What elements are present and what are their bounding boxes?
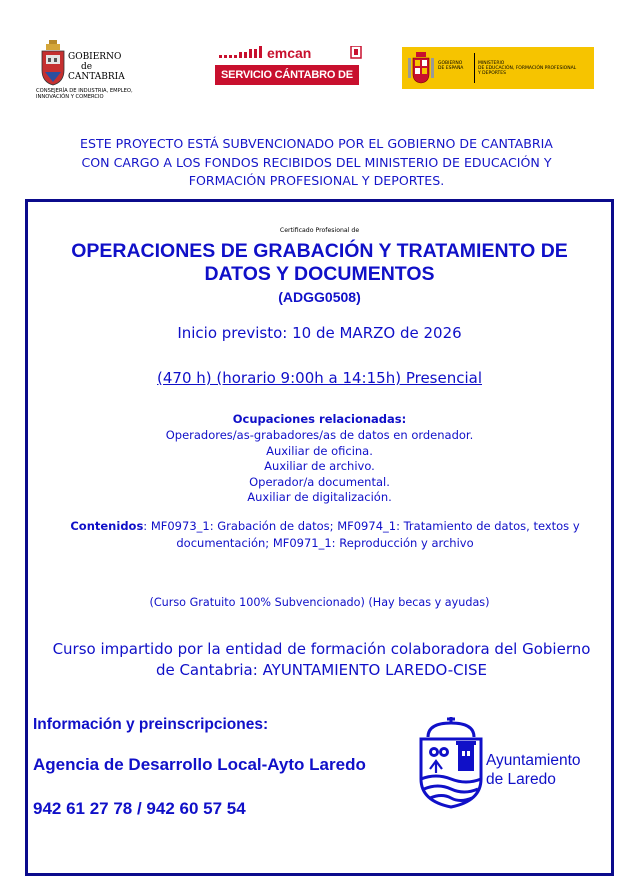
- list-item: Operador/a documental.: [249, 474, 390, 489]
- course-contents: [70, 518, 580, 552]
- provider-notice: [32, 639, 611, 681]
- cantabria-dept-line: INNOVACIÓN Y COMERCIO: [36, 94, 104, 100]
- funding-notice: [0, 135, 633, 191]
- funding-notice-line: CON CARGO A LOS FONDOS RECIBIDOS DEL MINISTERIO DE EDUCACIÓN Y: [81, 154, 552, 170]
- contents-text: : MF0973_1: Grabación de datos; MF0974_1: Tratamiento de datos, textos y documentación; MF0971_1: Reproducción y archivo: [143, 519, 580, 550]
- certificate-label: Certificado Profesional de: [279, 227, 360, 234]
- ministry-line: DE EDUCACIÓN, FORMACIÓN PROFESIONAL: [478, 66, 577, 71]
- spain-gov-line: GOBIERNO: [438, 61, 463, 66]
- emcan-subtitle: SERVICIO CÁNTABRO DE EMPLEO: [215, 65, 359, 85]
- course-title-line: DATOS Y DOCUMENTOS: [204, 263, 435, 285]
- header-logos: [0, 40, 633, 102]
- cantabria-name-line: CANTABRIA: [68, 72, 125, 82]
- emcan-wordmark-graphic: [215, 46, 363, 60]
- list-item: Auxiliar de archivo.: [264, 459, 375, 473]
- ministry-label: [478, 61, 590, 76]
- course-title-line: OPERACIONES DE GRABACIÓN Y TRATAMIENTO DE: [71, 240, 568, 262]
- schedule: [28, 369, 611, 387]
- funding-notice-line: FORMACIÓN PROFESIONAL Y DEPORTES.: [188, 173, 445, 188]
- occupations-list: [28, 428, 611, 506]
- spain-logo-divider: [474, 53, 475, 83]
- list-item: Auxiliar de digitalización.: [247, 490, 392, 504]
- emcan-logo: [215, 46, 363, 101]
- cantabria-dept-line: CONSEJERÍA DE INDUSTRIA, EMPLEO,: [36, 88, 133, 94]
- gobierno-cantabria-logo: [36, 40, 166, 102]
- free-course-note: (Curso Gratuito 100% Subvencionado) (Hay becas y ayudas): [149, 596, 490, 609]
- spain-coat-of-arms-icon: [408, 52, 434, 84]
- cantabria-department: [36, 88, 166, 100]
- course-title: [28, 240, 611, 286]
- cantabria-name-line: GOBIERNO: [68, 52, 122, 62]
- provider-line: de Cantabria: AYUNTAMIENTO LAREDO-CISE: [155, 661, 488, 679]
- funding-notice-line: ESTE PROYECTO ESTÁ SUBVENCIONADO POR EL GOBIERNO DE CANTABRIA: [80, 136, 553, 151]
- list-item: Operadores/as-grabadores/as de datos en ordenador.: [165, 428, 474, 442]
- course-box: [25, 199, 614, 876]
- occupations-heading: Ocupaciones relacionadas:: [232, 412, 407, 426]
- gobierno-espana-logo: [402, 47, 594, 89]
- contact-heading: Información y preinscripciones:: [33, 716, 269, 733]
- contents-label: Contenidos: [70, 519, 144, 533]
- cantabria-coat-of-arms-icon: [40, 40, 66, 86]
- emcan-wordmark: emcan: [267, 46, 312, 60]
- cantabria-name-line: de: [81, 62, 93, 72]
- contact-phones: 942 61 27 78 / 942 60 57 54: [33, 799, 246, 818]
- list-item: Auxiliar de oficina.: [266, 443, 373, 458]
- provider-line: Curso impartido por la entidad de formación colaboradora del Gobierno: [52, 640, 591, 658]
- course-code: (ADGG0508): [278, 289, 361, 305]
- laredo-name-line: de Laredo: [486, 771, 556, 788]
- schedule-text: (470 h) (horario 9:00h a 14:15h) Presencial: [157, 369, 482, 387]
- spain-gov-line: DE ESPAÑA: [438, 66, 464, 71]
- ayuntamiento-laredo-name: [486, 751, 581, 789]
- laredo-name-line: Ayuntamiento: [486, 752, 581, 769]
- ministry-line: MINISTERIO: [478, 61, 505, 66]
- ayuntamiento-laredo-shield-icon: [416, 717, 486, 809]
- contact-agency: Agencia de Desarrollo Local-Ayto Laredo: [33, 755, 366, 774]
- start-date: Inicio previsto: 10 de MARZO de 2026: [177, 324, 462, 342]
- ministry-line: Y DEPORTES: [478, 71, 506, 76]
- cantabria-name: [68, 52, 125, 82]
- spain-government-label: [438, 61, 463, 71]
